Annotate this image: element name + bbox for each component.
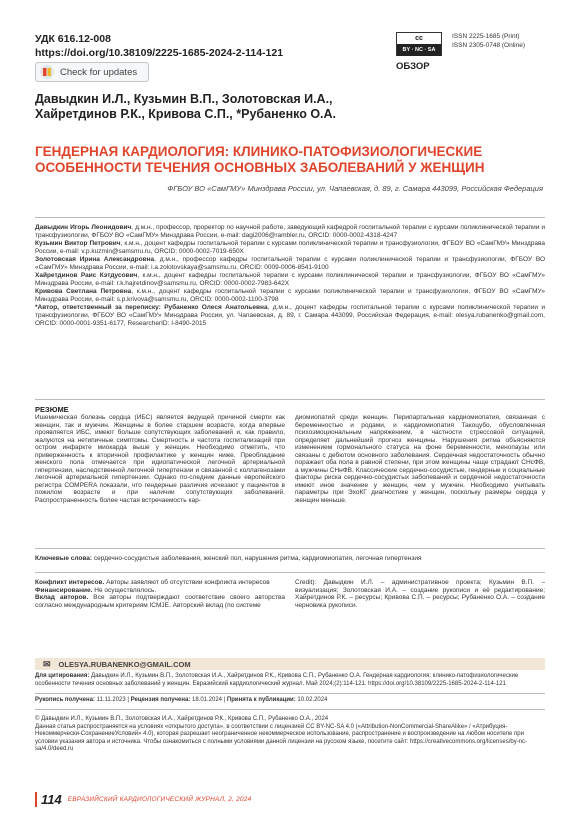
issn-print: ISSN 2225-1685 (Print) (452, 33, 520, 40)
article-header (35, 32, 283, 60)
divider (35, 217, 545, 218)
check-for-updates-label: Check for updates (60, 66, 138, 78)
cc-terms: BY · NC · SA (397, 44, 441, 56)
abstract-right-column: диомиопатий среди женщин. Перипартальная кардиомиопатия, связанная с беременностью и родами, и кардиомиопатия Такоцубо, обусловленная психоэмоциональным напряжением, в частности стрессовой ситуацией, определяет дальнейший прогноз женщины. Нарушения ритма объясняются изменением гормонального статуса на фоне беременности, менопаузы или связаны с дебютом основного заболевания. Сердечная недостаточность обычно поражает оба пола в равной степени, при этом женщины чаще страдают СНсФВ, а мужчины СНнФВ. Классические сердечно-сосудистые, гендерные и социальные факторы риска сердечно-сосудистых заболеваний и сердечной недостаточности имеют иное значение у женщин, чем у мужчин. Необходимо учитывать параметры при ЭхоКГ диагностике у женщин, поскольку размеры сердца у женщин меньше. (295, 414, 545, 504)
page-number: 114 (35, 792, 62, 807)
keywords: Ключевые слова: сердечно-сосудистые заболевания, женский пол, нарушения ритма, кардиомиопатия, легочная гипертензия (35, 555, 422, 562)
journal-name: ЕВРАЗИЙСКИЙ КАРДИОЛОГИЧЕСКИЙ ЖУРНАЛ, 2, 2024 (67, 796, 252, 803)
article-rubric: ОБЗОР (396, 61, 430, 72)
cc-logo-icon: cc (415, 35, 423, 42)
abstract-left-column: Ишемическая болезнь сердца (ИБС) является ведущей причиной смерти как женщин, так и мужчин. Женщины в более старшем возрасте, когда впервые проявляется ИБС, имеют больше сопутствующих заболеваний и, как правило, жалуются на нетипичные симптомы. Смертность и частота госпитализаций при остром инфаркте миокарда выше у женщин. Необходимо отметить, что приверженность к вторичной профилактике у женщин ниже. Преобладание женского пола отмечается при идиопатической легочной артериальной гипертензии, наследственной легочной гипертензии и связанной с коллагенозами легочной артериальной гипертензии. Однако по-следние данные европейского регистра COMPERA показали, что гендерные различия исчезают у пациентов в пожилом возрасте и при наличии сопутствующих заболеваний. Распространенность более частая встречаемость кар- (35, 414, 285, 504)
author-info-item: Кузьмин Виктор Петрович, к.м.н., доцент кафедры госпитальной терапии с курсами поликлинической терапии и трансфузиологии, ФГБОУ ВО «СамГМУ» Минздрава России, e-mail: v.p.kuzmin@samsmu.ru, ORCID: 0000-0002-7019-650X (35, 240, 546, 255)
title-line-2: ОСОБЕННОСТИ ТЕЧЕНИЯ ОСНОВНЫХ ЗАБОЛЕВАНИЙ У ЖЕНЩИН (35, 160, 485, 175)
author-info-block (35, 224, 545, 328)
citation: Для цитирования: Давыдкин И.Л., Кузьмин В.П., Золотовская И.А., Хайретдинов Р.К., Кривова С.П., Рубаненко О.А. Гендерная кардиология: клинико-патофизиологические особенности течения основных заболеваний у женщин. Евразийский кардиологический журнал. Май 2024;(2):114-121. https://doi.org/10.38109/2225-1685-2024-2-114-121 (35, 673, 519, 687)
copyright-notice (35, 716, 545, 754)
check-for-updates-button[interactable] (35, 62, 149, 82)
divider (35, 709, 545, 710)
disclosures-right: Credit): Давыдкин И.Л. – административное проекта; Кузьмин В.П. – визуализация; Золотовская И.А. – создание рукописи и её редактирование; Хайретдинов Р.К. – ресурсы; Кривова С.П. – ресурсы; Рубаненко О.А. – создание черновика рукописи. (295, 579, 545, 609)
license-text: Данная статья распространяется на условиях «открытого доступа», в соответствии с лицензией CC BY-NC-SA 4.0 («Attribution-NonCommercial-ShareAlike» / «Атрибуция-Некоммерчески-СохранениеУсловий» 4.0), которая разрешает неограниченное некоммерческое использование, распространение и воспроизведение на любом носителе при условии указания автора и источника. Чтобы ознакомиться с полными условиями данной лицензии на русском языке, посетите сайт: https://creativecommons.org/licenses/by-nc-sa/4.0/deed.ru (35, 723, 528, 752)
title-line-1: ГЕНДЕРНАЯ КАРДИОЛОГИЯ: КЛИНИКО-ПАТОФИЗИОЛОГИЧЕСКИЕ (35, 144, 483, 159)
authors-line-1: Давыдкин И.Л., Кузьмин В.П., Золотовская И.А., (35, 92, 333, 106)
cc-license-badge[interactable] (396, 32, 442, 56)
authors-line-2: Хайретдинов Р.К., Кривова С.П., *Рубаненко О.А. (35, 107, 337, 121)
contact-email-bar[interactable] (35, 658, 545, 670)
article-title (35, 144, 515, 176)
page-footer (35, 792, 251, 807)
udk-code: УДК 616.12-008 (35, 33, 111, 45)
doi-link[interactable]: https://doi.org/10.38109/2225-1685-2024-2-114-121 (35, 47, 284, 59)
author-info-item: Кривова Светлана Петровна, к.м.н., доцент кафедры госпитальной терапии с курсами поликлинической терапии и трансфузиологии, ФГБОУ ВО «СамГМУ» Минздрава России, e-mail: s.p.krivova@samsmu.ru, ORCID: 0000-0002-1100-3798 (35, 288, 545, 303)
contact-email[interactable]: OLESYA.RUBANENKO@GMAIL.COM (58, 659, 191, 669)
abstract-heading: РЕЗЮМЕ (35, 405, 69, 414)
issn-online: ISSN 2305-0748 (Online) (452, 42, 525, 49)
crossmark-icon (40, 65, 54, 79)
divider (35, 548, 545, 549)
affiliation: ФГБОУ ВО «СамГМУ» Минздрава России, ул. Чапаевская, д. 89, г. Самара 443099, Российская Федерация (167, 184, 543, 193)
publication-dates: Рукопись получена: 11.11.2023 | Рецензия получена: 18.01.2024 | Принята к публикации: 10.02.2024 (35, 697, 328, 703)
author-info-item: Золотовская Ирина Александровна, д.м.н., профессор кафедры госпитальной терапии с курсами поликлинической терапии и трансфузиологии, ФГБОУ ВО «СамГМУ» Минздрава России, e-mail: i.a.zolotovskaya@samsmu.ru, ORCID: 0009-0006-8541-9100 (35, 256, 545, 271)
author-list (35, 92, 515, 122)
divider (35, 399, 545, 400)
divider (35, 572, 545, 573)
issn-block (452, 32, 525, 50)
divider (35, 693, 545, 694)
author-info-item: *Автор, ответственный за переписку: Рубаненко Олеся Анатольевна, д.м.н., доцент кафедры госпитальной терапии с курсами поликлинической терапии и трансфузиологии, ФГБОУ ВО «СамГМУ» Минздрава России, ул. Чапаевская, д. 89, г. Самара 443099, Российская Федерация, e-mail: olesya.rubanenko@gmail.com, ORCID: 0000-0001-9351-6177, ResearcherID: I-8490-2015 (35, 304, 545, 327)
copyright-line: © Давыдкин И.Л., Кузьмин В.П., Золотовская И.А., Хайретдинов Р.К., Кривова С.П., Рубаненко О.А., 2024 (35, 716, 329, 722)
disclosures-left: Конфликт интересов. Авторы заявляют об отсутствии конфликта интересов Финансирование. Не осуществлялось. Вклад авторов. Все авторы подтверждают соответствие своего авторства согласно международным критериям ICMJE. Авторский вклад (по системе (35, 579, 285, 609)
envelope-icon: ✉ (43, 658, 51, 669)
author-info-item: Хайретдинов Раис Кэтдусович, к.м.н., доцент кафедры госпитальной терапии с курсами поликлинической терапии и трансфузиологии, ФГБОУ ВО «СамГМУ» Минздрава России, e-mail: r.k.hajretdinov@samsmu.ru, ORCID: 0000-0002-7983-642X (35, 272, 545, 287)
author-info-item: Давыдкин Игорь Леонидович, д.м.н., профессор, проректор по научной работе, заведующий кафедрой госпитальной терапии с курсами поликлинической терапии и трансфузиологии, ФГБОУ ВО «СамГМУ» Минздрава России, e-mail: dagi2006@rambler.ru, ORCID: 0000-0002-4318-4247 (35, 224, 545, 239)
